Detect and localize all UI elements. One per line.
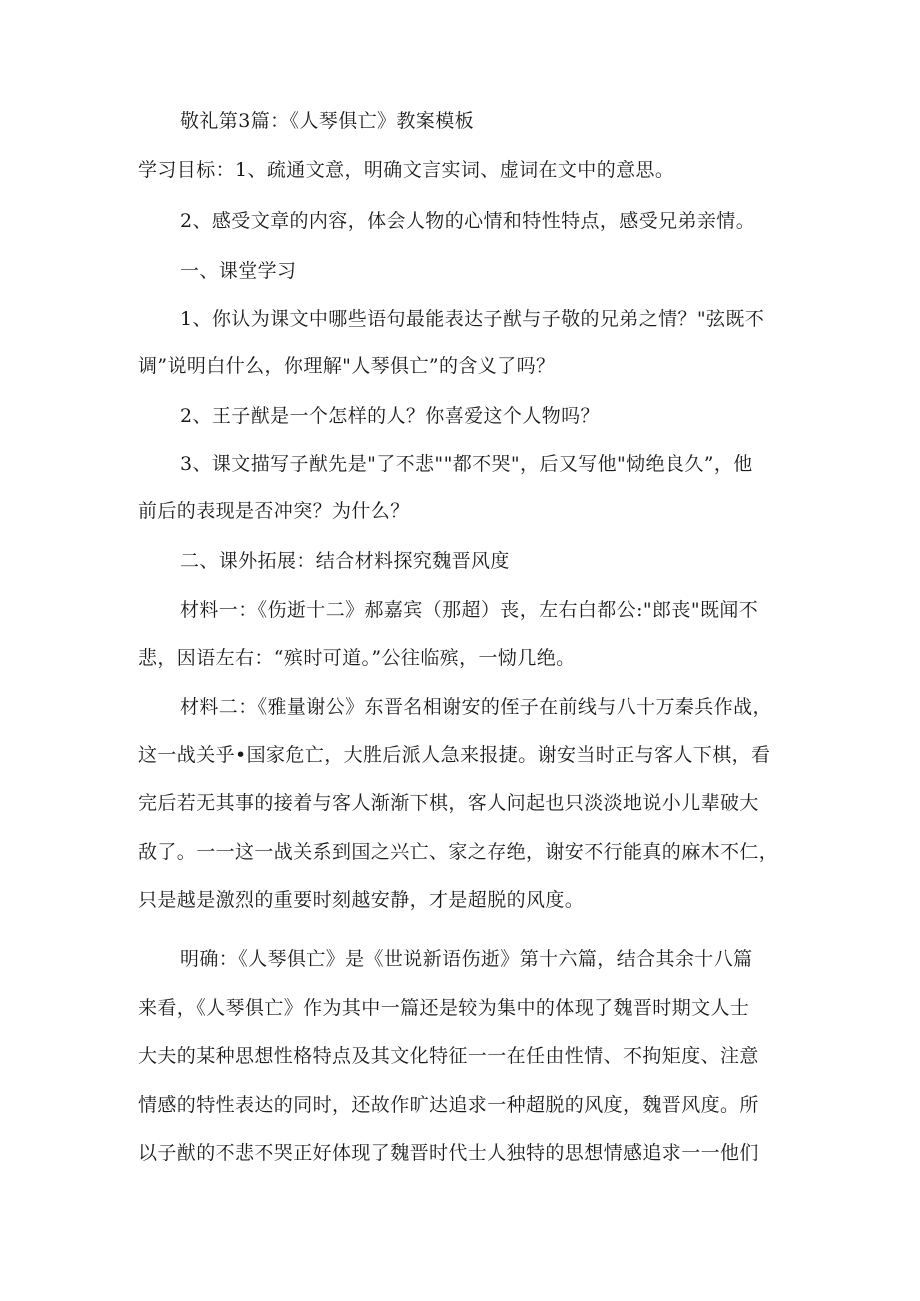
text-line: 大夫的某种思想性格特点及其文化特征一一在任由性情、不拘矩度、注意 bbox=[138, 1045, 759, 1067]
text-line: 来看，《人琴俱亡》作为其中一篇还是较为集中的体现了魏晋时期文人士 bbox=[138, 997, 750, 1019]
text-line: 完后若无其事的接着与客人渐渐下棋，客人问起也只淡淡地说小儿辈破大 bbox=[138, 792, 759, 814]
section-heading: 二、课外拓展：结合材料探究魏晋风度 bbox=[180, 550, 510, 572]
text-line: 学习目标：1、疏通文意，明确文言实词、虚词在文中的意思。 bbox=[138, 159, 675, 181]
text-line: 情感的特性表达的同时，还故作旷达追求一种超脱的风度，魏晋风度。所 bbox=[138, 1094, 759, 1116]
text-line: 2、王子猷是一个怎样的人？你喜爱这个人物吗？ bbox=[180, 405, 600, 427]
text-line: 材料一：《伤逝十二》郝嘉宾（那超）丧，左右白都公:"郎丧"既闻不 bbox=[180, 599, 759, 621]
text-line: 这一战关乎•国家危亡，大胜后派人急来报捷。谢安当时正与客人下棋，看 bbox=[138, 744, 771, 766]
text-line: 只是越是激烈的重要时刻越安静，才是超脱的风度。 bbox=[138, 889, 585, 911]
text-line: 敌了。一一这一战关系到国之兴亡、家之存绝，谢安不行能真的麻木不仁， bbox=[138, 841, 779, 863]
text-line: 材料二：《雅量谢公》东晋名相谢安的侄子在前线与八十万秦兵作战， bbox=[180, 696, 772, 718]
text-line: 1、你认为课文中哪些语句最能表达子猷与子敬的兄弟之情？"弦既不 bbox=[180, 308, 765, 330]
text-line: 明确：《人琴俱亡》是《世说新语伤逝》第十六篇，结合其余十八篇 bbox=[180, 948, 753, 970]
text-line: 以子猷的不悲不哭正好体现了魏晋时代士人独特的思想情感追求一一他们 bbox=[138, 1142, 759, 1164]
text-line: 2、感受文章的内容，体会人物的心情和特性特点，感受兄弟亲情。 bbox=[180, 210, 756, 232]
text-line: 前后的表现是否冲突？为什么？ bbox=[138, 500, 410, 522]
text-line: 悲，因语左右：“殡时可道。”公往临殡，一恸几绝。 bbox=[138, 647, 576, 669]
document-title: 敬礼第3篇：《人琴俱亡》教案模板 bbox=[180, 110, 474, 132]
text-line: 调”说明白什么，你理解"人琴俱亡”的含义了吗？ bbox=[138, 355, 556, 377]
section-heading: 一、课堂学习 bbox=[180, 260, 297, 282]
text-line: 3、课文描写子猷先是"了不悲""都不哭"，后又写他"恸绝良久”，他 bbox=[180, 453, 753, 475]
